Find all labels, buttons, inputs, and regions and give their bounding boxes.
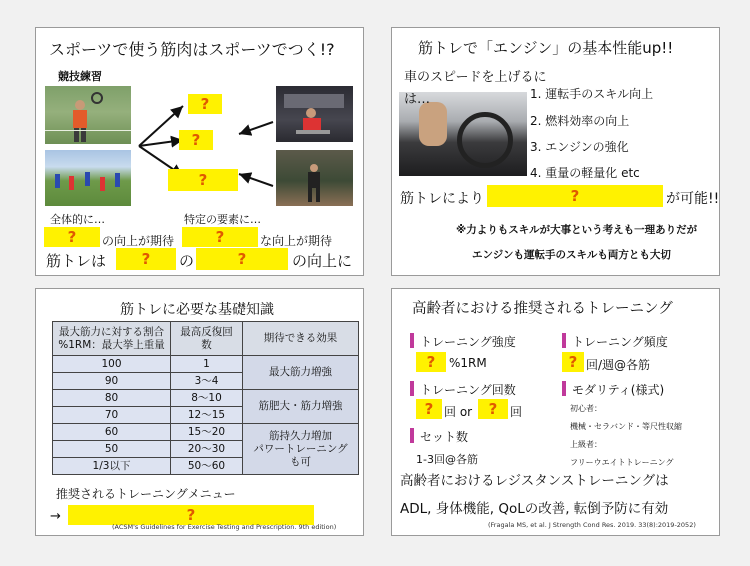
- effect-hypertrophy: 筋肥大・筋力増強: [243, 390, 359, 424]
- slide2-sub2: は…: [404, 92, 431, 107]
- table-cell: 8〜10: [171, 390, 243, 407]
- bullet-bar: [562, 381, 566, 396]
- reps-text-b: 回: [510, 405, 523, 419]
- blank-box-1: ?: [188, 94, 222, 114]
- reps-text-a: 回 or: [444, 405, 473, 419]
- slide2-sub1: 車のスピードを上げるに: [404, 70, 547, 85]
- table-cell: 3〜4: [171, 373, 243, 390]
- slide1-line1a: 全体的に…: [50, 213, 105, 226]
- table-cell: 50〜60: [171, 458, 243, 475]
- slide1-line3b: の: [179, 252, 195, 270]
- blank-box-7: ?: [196, 248, 288, 270]
- slide4-citation: (Fragala MS, et al. J Strength Cond Res. 2019. 33(8):2019-2052): [488, 521, 696, 529]
- slide1-line2a: の向上が期待: [102, 234, 175, 248]
- blank-box-5: ?: [182, 227, 258, 247]
- bullet-bar: [410, 381, 414, 396]
- beginner-label: 初心者：: [570, 404, 602, 413]
- slide2-bottom-b: が可能!!: [666, 191, 720, 207]
- table-cell: 90: [53, 373, 171, 390]
- table-cell: 1: [171, 356, 243, 373]
- slide3-title: 筋トレに必要な基礎知識: [120, 302, 274, 318]
- header-effect: 期待できる効果: [243, 322, 359, 356]
- frequency-label: トレーニング頻度: [562, 333, 668, 350]
- blank-box-2: ?: [179, 130, 213, 150]
- slide3-citation: (ACSM's Guidelines for Exercise Testing and Prescription. 9th edition): [112, 523, 337, 531]
- blank-box-3: ?: [168, 169, 238, 191]
- intensity-label: トレーニング強度: [410, 333, 516, 350]
- slide2-bottom-a: 筋トレにより: [400, 191, 484, 207]
- soccer-photo: [45, 150, 131, 206]
- table-cell: 60: [53, 424, 171, 441]
- training-table: [52, 321, 359, 475]
- slide-1: [35, 27, 364, 276]
- sets-value: 1-3回@各筋: [416, 453, 478, 466]
- table-cell: 15〜20: [171, 424, 243, 441]
- gym-photo: [276, 86, 353, 142]
- bullet-bar: [410, 333, 414, 348]
- table-cell: 12〜15: [171, 407, 243, 424]
- reps-label: トレーニング回数: [410, 381, 516, 398]
- modality-label: モダリティ(様式): [562, 381, 664, 398]
- header-pct: 最大筋力に対する割合 %1RM：最大挙上重量: [53, 322, 171, 356]
- bullet-bar: [562, 333, 566, 348]
- beginner-value: 機械・セラバンド・等尺性収縮: [570, 422, 682, 431]
- slide-4: [391, 288, 720, 536]
- effect-endurance: 筋持久力増加 パワートレーニング も可: [243, 424, 359, 475]
- tennis-photo: [45, 86, 131, 144]
- running-photo: [276, 150, 353, 206]
- list-item-1: 1. 運転手のスキル向上: [530, 87, 654, 101]
- slide-3: [35, 288, 364, 536]
- effect-strength: 最大筋力増強: [243, 356, 359, 390]
- slide3-menu: 推奨されるトレーニングメニュー: [56, 487, 236, 501]
- advanced-value: フリーウエイトトレーニング: [570, 458, 674, 467]
- slide3-arrow: →: [50, 509, 61, 524]
- slide1-label: 競技練習: [58, 70, 102, 83]
- sets-label: セット数: [410, 428, 468, 445]
- blank-box-9: ?: [68, 505, 314, 525]
- intensity-unit: %1RM: [449, 356, 487, 370]
- advanced-label: 上級者：: [570, 440, 602, 449]
- blank-box-10: ?: [416, 352, 446, 372]
- slide1-line3a: 筋トレは: [46, 252, 107, 270]
- blank-box-4: ?: [44, 227, 100, 247]
- blank-box-13: ?: [478, 399, 508, 419]
- blank-box-8: ?: [487, 185, 663, 207]
- slide2-note1: ※力よりもスキルが大事という考えも一理ありだが: [456, 224, 698, 236]
- slide-2: [391, 27, 720, 276]
- slide2-note2: エンジンも運転手のスキルも両方とも大切: [472, 249, 671, 261]
- table-cell: 80: [53, 390, 171, 407]
- blank-box-12: ?: [416, 399, 442, 419]
- slide1-line3c: の向上に: [292, 252, 353, 270]
- bullet-bar: [410, 428, 414, 443]
- header-reps: 最高反復回 数: [171, 322, 243, 356]
- slide4-title: 高齢者における推奨されるトレーニング: [412, 301, 673, 317]
- blank-box-6: ?: [116, 248, 176, 270]
- table-cell: 70: [53, 407, 171, 424]
- conclusion-line1: 高齢者におけるレジスタンストレーニングは: [400, 473, 669, 489]
- table-cell: 50: [53, 441, 171, 458]
- table-cell: 20〜30: [171, 441, 243, 458]
- slide1-title: スポーツで使う筋肉はスポーツでつく!?: [49, 40, 335, 59]
- slide2-title: 筋トレで「エンジン」の基本性能up!!: [418, 39, 674, 57]
- table-cell: 100: [53, 356, 171, 373]
- list-item-4: 4. 重量の軽量化 etc: [530, 166, 640, 180]
- list-item-3: 3. エンジンの強化: [530, 140, 629, 154]
- conclusion-line2: ADL, 身体機能, QoLの改善, 転倒予防に有効: [400, 501, 669, 517]
- slide1-line1b: 特定の要素に…: [184, 213, 261, 226]
- slide1-line2b: な向上が期待: [260, 234, 333, 248]
- blank-box-11: ?: [562, 352, 584, 372]
- table-cell: 1/3以下: [53, 458, 171, 475]
- frequency-unit: 回/週@各筋: [586, 358, 651, 372]
- list-item-2: 2. 燃料効率の向上: [530, 114, 630, 128]
